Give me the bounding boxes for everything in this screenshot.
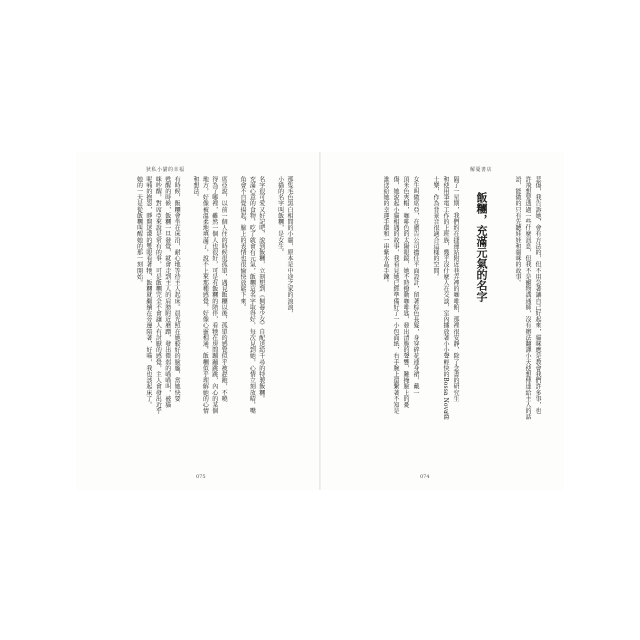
text-block <box>332 176 542 468</box>
text-line: 那隻毛色黑白相間的小貓，原本是中途之家的浪浪， <box>286 176 293 317</box>
text-line: 誰送給她的幸運手環和一串紫水晶手鍊。 <box>382 176 389 286</box>
text-line: 得為了哪裡，雖然一個人也很好，可是有飯糰的陪伴，看牠在房間蹦蹦跳跳，內心的某個 <box>210 176 218 414</box>
left-page <box>76 152 320 490</box>
text-line: 小貓的名字叫飯糰，是女生。 <box>276 176 284 256</box>
text-line: 地方，好像被溫柔地填滿了，說不上來那種感覺，好像心靈相通，飯糰似乎理解她的心情 <box>201 176 209 414</box>
section-title: 飯糰，充滿元氣的名字 <box>475 192 488 302</box>
text-line: 傷，她說起小貓相遇的故事，我看見她已經準備好了一小包面紙，右手腕上還繫著不知是 <box>392 176 399 414</box>
text-line: 隔了一星期，我們約在捷運站附近巷弄裡的咖啡館，那裡很安靜，除了念書的研究生 <box>452 176 459 402</box>
text-line: 充滿心意的食物，吃了就會有元氣，飯糰這名字取得好，每次見到她，心情立刻放晴，嘴 <box>248 176 256 414</box>
text-line: 悲傷，我告訴她，會有方法的，但不用急著讓自己好起來，貓咪應是教會我們許多事，也 <box>534 176 541 414</box>
page-number: 075 <box>196 474 206 480</box>
text-line: 名字很可愛又好記吧，說到飯糰，立刻想到《飼養少女》自配送給千尋的特製飯糰。 <box>257 176 265 402</box>
text-line: 和使用筆電工作的上班族，幾乎沒什麼人在交談，室內播放著小小聲輕快的Bossa Nova爵 <box>442 176 449 420</box>
running-header: 解憂書店 <box>470 167 493 173</box>
text-line: 角會不自覺揚起，臉上的表情也很愉快放鬆下來。 <box>238 176 246 311</box>
text-line: 頂米色夾帽，咖啡色的太陽眼鏡，她不時撥動咖啡匙，發出清脆的聲響，難掩臉上的憂 <box>402 176 409 408</box>
text-line: 許飛想要透過一些什麼訊息，但我不是寵物溝通師，沒有辦法翻譯小天使想傳達給主人的話 <box>524 176 531 420</box>
text-block <box>134 176 294 468</box>
right-page <box>320 152 564 490</box>
running-header: 狄私小貓的幸福 <box>146 167 185 173</box>
text-line: 和想法。 <box>191 176 199 201</box>
text-line: 她的一天是從飯糰叫醒她的那一刻開始。 <box>135 176 143 286</box>
text-line: 甦醒的時候，飯糰一旦發覺，就會走到主人的肩膀附近磨蹭，發出微弱的喵喵叫，被貓 <box>163 176 171 408</box>
text-line: 席亞說，以前一個人住的時候很孤單，遇見飯糰以後，孤單的感覺似乎被趕跑，不曉 <box>220 176 228 402</box>
text-line: 有時候，飯糰會坐在床沿，耐心地等待主人起床。晨光照在她較好的臉龐，當她快要 <box>173 176 181 402</box>
text-line: 士樂，作為背景音很適合這樣的空間。 <box>432 176 439 280</box>
text-line: 咪吵醒，對席亞來說是常有的事，可是飯糰完全不會讓人有討厭的感覺，主人會發出近乎 <box>154 176 162 414</box>
page-number: 074 <box>420 474 430 480</box>
text-line: 呢喃的抱怨，睜開迷濛的雙眼看著牠，飯糰就繼續在旁邊陪著，好喵，我也該起床了。 <box>144 176 152 408</box>
book-spread <box>76 152 564 490</box>
text-line: 語，能做的只有先聽娃娃和貓咪的故事。 <box>514 176 521 286</box>
text-line: 女生叫做席亞，在廣告公司擔任平面設計，留著棕色長髮，身穿碎花連身裙，戴一 <box>412 176 419 396</box>
